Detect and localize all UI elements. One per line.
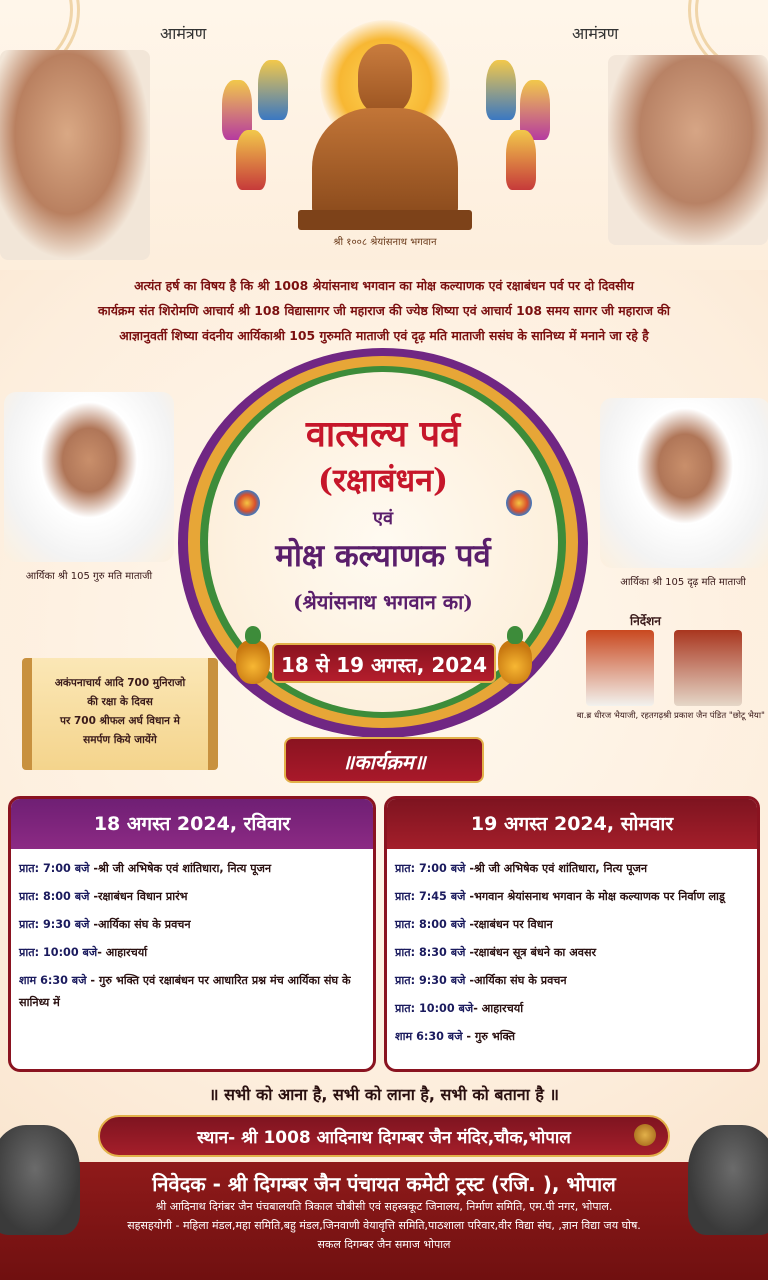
title-rakshabandhan: (रक्षाबंधन) — [317, 461, 449, 499]
intro-line: आज्ञानुवर्ती शिष्या वंदनीय आर्यिकाश्री 105 गुरुमति माताजी एवं दृढ़ मति माताजी ससंघ के सानिध्य में मनाने जा रहे है — [119, 328, 649, 343]
schedule-item — [395, 883, 749, 911]
devotee-figure — [258, 60, 288, 120]
schedule-desc: -आर्यिका संघ के प्रवचन — [89, 918, 191, 931]
schedule-day2-heading: 19 अगस्त 2024, सोमवार — [387, 799, 757, 849]
director-caption: बा.ब्र धीरज भैयाजी, रहतगढ़ — [576, 711, 664, 721]
slogan: ॥ सभी को आना है, सभी को लाना है, सभी को बताना है ॥ — [209, 1085, 559, 1104]
scroll-line: समर्पण किये जायेंगे — [83, 734, 157, 746]
schedule-item — [19, 855, 365, 883]
header-banner — [0, 0, 768, 270]
title-vatsalya-parv: वात्सल्य पर्व — [305, 413, 461, 455]
schedule-time: प्रात: 9:30 बजे — [395, 974, 466, 987]
idol-base — [298, 210, 472, 230]
title-shreyansnath: (श्रेयांसनाथ भगवान का) — [293, 590, 473, 614]
footer-line: सकल दिगम्बर जैन समाज भोपाल — [317, 1238, 451, 1251]
schedule-time: प्रात: 7:00 बजे — [19, 862, 90, 875]
aryika-photo-right — [600, 398, 768, 568]
schedule-desc: -श्री जी अभिषेक एवं शांतिधारा, नित्य पूजन — [465, 862, 648, 875]
acharya-photo-left — [0, 50, 150, 260]
schedule-desc: -आर्यिका संघ के प्रवचन — [465, 974, 567, 987]
bhagwan-idol — [290, 20, 480, 230]
director-photo — [674, 630, 742, 706]
title-and: एवं — [373, 508, 393, 529]
direction-label: निर्देशन — [630, 614, 661, 628]
aamantran-label: आमंत्रण — [572, 24, 619, 43]
schedule-desc: -रक्षाबंधन सूत्र बंधने का अवसर — [465, 946, 597, 959]
schedule-desc: - गुरु भक्ति एवं रक्षाबंधन पर आधारित प्रश्न मंच आर्यिका संघ के सानिध्य में — [19, 974, 351, 1009]
schedule-time: प्रात: 10:00 बजे — [395, 1002, 474, 1015]
schedule-time: प्रात: 7:45 बजे — [395, 890, 466, 903]
title-moksh-kalyanak: मोक्ष कल्याणक पर्व — [275, 538, 491, 574]
schedule-item — [19, 911, 365, 939]
schedule-item — [395, 967, 749, 995]
intro-line: अत्यंत हर्ष का विषय है कि श्री 1008 श्रेयांसनाथ भगवान का मोक्ष कल्याणक एवं रक्षाबंधन पर्व पर दो दिवसीय — [134, 278, 634, 293]
schedule-day1 — [8, 796, 376, 1072]
aryika-caption-left: आर्यिका श्री 105 गुरु मति माताजी — [25, 571, 153, 582]
footer — [0, 1162, 768, 1280]
idol-caption: श्री १००८ श्रेयांसनाथ भगवान — [333, 237, 437, 248]
schedule-time: प्रात: 8:00 बजे — [395, 918, 466, 931]
aryika-caption-right: आर्यिका श्री 105 दृढ़ मति माताजी — [620, 577, 746, 588]
schedule-desc: -श्री जी अभिषेक एवं शांतिधारा, नित्य पूजन — [89, 862, 272, 875]
director-caption: श्री प्रकाश जैन पंडित "छोटू भैया" — [663, 711, 765, 721]
schedule-item — [395, 855, 749, 883]
acharya-photo-right — [608, 55, 768, 245]
schedule-item — [395, 939, 749, 967]
scroll-notice — [22, 658, 218, 770]
schedule-time: प्रात: 8:00 बजे — [19, 890, 90, 903]
schedule-item — [19, 883, 365, 911]
intro-text — [10, 273, 758, 348]
devotee-figure — [506, 130, 536, 190]
schedule-item — [19, 967, 365, 1017]
schedule-time: प्रात: 10:00 बजे — [19, 946, 98, 959]
schedule-day2-list — [387, 849, 757, 1057]
intro-line: कार्यक्रम संत शिरोमणि आचार्य श्री 108 विद्यासागर जी महाराज की ज्येष्ठ शिष्या एवं आचार्य 108 समय सागर जी महाराज की — [98, 303, 670, 318]
aryika-photo-left — [4, 392, 174, 562]
schedule-desc: - आहारचर्या — [97, 946, 148, 959]
karyakram-heading: ॥कार्यक्रम॥ — [284, 737, 484, 783]
schedule-desc: - गुरु भक्ति — [462, 1030, 515, 1043]
scroll-line: की रक्षा के दिवस — [87, 696, 153, 708]
aamantran-label: आमंत्रण — [160, 24, 207, 43]
schedule-day2 — [384, 796, 760, 1072]
ornament-icon — [634, 1124, 656, 1146]
devotee-figure — [486, 60, 516, 120]
footer-line: सहसहयोगी - महिला मंडल,महा समिति,बहु मंडल,जिनवाणी वेयावृत्ति समिति,पाठशाला परिवार,वीर विद्या संघ, ,ज्ञान विद्या जय घोष. — [127, 1219, 641, 1232]
scroll-line: अकंपनाचार्य आदि 700 मुनिराजो — [54, 677, 186, 689]
schedule-item — [395, 911, 749, 939]
footer-line: श्री आदिनाथ दिगंबर जैन पंचबालयति त्रिकाल चौबीसी एवं सहस्त्रकूट जिनालय, निर्माण समिति, एम.पी नगर, भोपाल. — [155, 1200, 613, 1213]
schedule-time: शाम 6:30 बजे — [395, 1030, 463, 1043]
schedule-desc: - आहारचर्या — [473, 1002, 524, 1015]
schedule-time: प्रात: 8:30 बजे — [395, 946, 466, 959]
schedule-desc: -रक्षाबंधन पर विधान — [465, 918, 553, 931]
devotee-figure — [236, 130, 266, 190]
schedule-time: शाम 6:30 बजे — [19, 974, 87, 987]
idol-body — [312, 108, 458, 218]
elephant-decoration — [0, 1125, 80, 1235]
schedule-desc: -रक्षाबंधन विधान प्रारंभ — [89, 890, 188, 903]
kalash-icon — [236, 640, 270, 684]
schedule-desc: -भगवान श्रेयांसनाथ भगवान के मोक्ष कल्याणक पर निर्वाण लाडू — [465, 890, 725, 903]
schedule-item — [395, 995, 749, 1023]
idol-head — [358, 44, 412, 114]
elephant-decoration — [688, 1125, 768, 1235]
schedule-item — [19, 939, 365, 967]
footer-title: निवेदक - श्री दिगम्बर जैन पंचायत कमेटी ट्रस्ट (रजि. ), भोपाल — [152, 1172, 616, 1196]
schedule-item — [395, 1023, 749, 1051]
schedule-day1-list — [11, 849, 373, 1023]
event-date-banner: 18 से 19 अगस्त, 2024 — [272, 643, 496, 683]
schedule-time: प्रात: 9:30 बजे — [19, 918, 90, 931]
kalash-icon — [498, 640, 532, 684]
schedule-day1-heading: 18 अगस्त 2024, रविवार — [11, 799, 373, 849]
venue-banner: स्थान- श्री 1008 आदिनाथ दिगम्बर जैन मंदिर,चौक,भोपाल — [98, 1115, 670, 1157]
schedule-time: प्रात: 7:00 बजे — [395, 862, 466, 875]
director-photo — [586, 630, 654, 706]
scroll-line: पर 700 श्रीफल अर्घ विधान मे — [60, 715, 180, 727]
